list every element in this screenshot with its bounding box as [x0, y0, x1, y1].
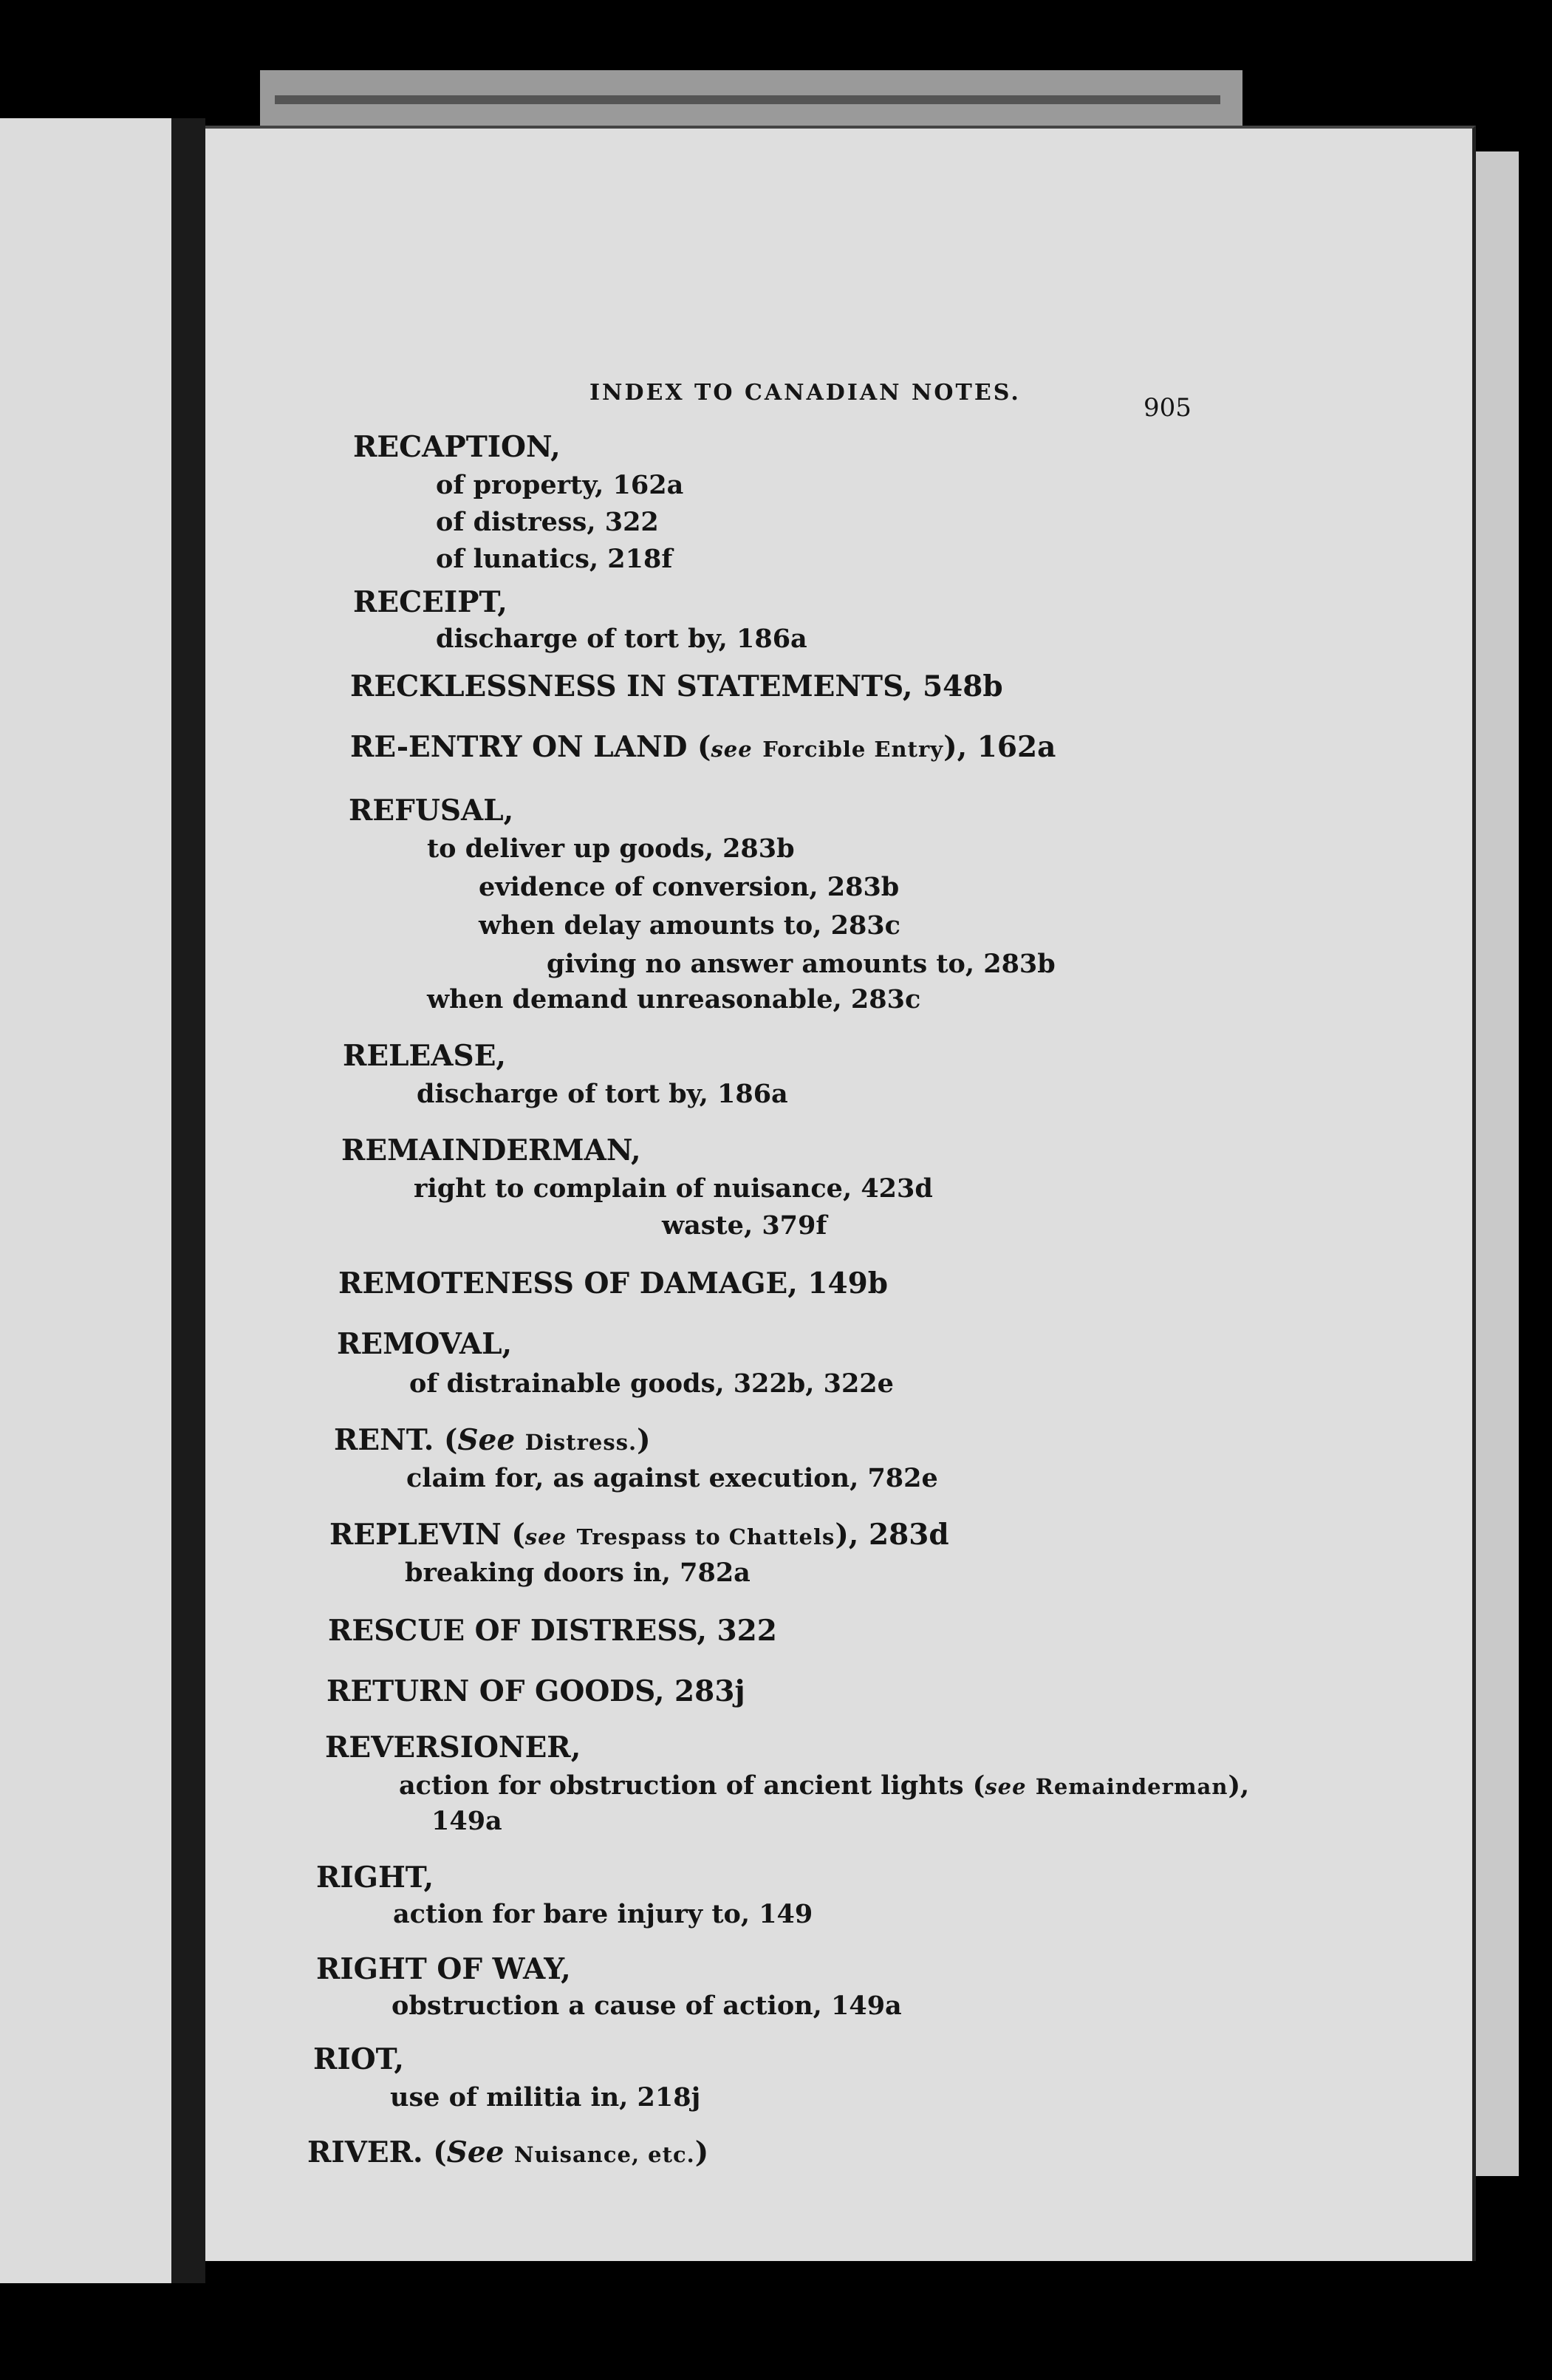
heading-text: REPLEVIN [329, 1518, 502, 1552]
entry-heading-recaption: RECAPTION, [353, 430, 561, 464]
see-word: see [524, 1524, 567, 1549]
entry-line: to deliver up goods, 283b [427, 833, 795, 864]
page-number: 905 [1144, 393, 1192, 423]
see-open: ( [972, 1770, 985, 1801]
entry-line: giving no answer amounts to, 283b [547, 949, 1056, 979]
entry-heading-release: RELEASE, [343, 1039, 507, 1073]
entry-line: 149a [431, 1806, 502, 1836]
entry-heading-refusal: REFUSAL, [349, 794, 514, 828]
see-word: see [985, 1774, 1027, 1799]
entry-line: evidence of conversion, 283b [479, 872, 900, 902]
cross-reference-tail: ), [1228, 1770, 1250, 1801]
entry-heading-reversioner: REVERSIONER, [325, 1731, 581, 1764]
entry-line: of distrainable goods, 322b, 322e [409, 1368, 894, 1399]
see-open: ( [697, 730, 711, 764]
entry-line: when delay amounts to, 283c [479, 910, 900, 941]
entry-heading-recklessness: RECKLESSNESS IN STATEMENTS, 548b [350, 669, 1003, 703]
entry-heading-rent [334, 1423, 651, 1457]
entry-heading-remainderman: REMAINDERMAN, [341, 1133, 641, 1167]
running-header: INDEX TO CANADIAN NOTES. [589, 380, 1021, 406]
entry-heading-remoteness: REMOTENESS OF DAMAGE, 149b [338, 1266, 889, 1300]
cross-reference-tail: ), 162a [943, 730, 1056, 764]
entry-heading-removal: REMOVAL, [337, 1327, 513, 1361]
cross-reference: Trespass to Chattels [576, 1524, 835, 1549]
entry-line: of distress, 322 [436, 507, 659, 537]
entry-line [399, 1770, 1249, 1801]
entry-heading-receipt: RECEIPT, [353, 585, 507, 619]
cross-reference: Distress. [524, 1430, 637, 1455]
cross-reference-tail: ), 283d [835, 1518, 949, 1552]
entry-line: when demand unreasonable, 283c [427, 984, 921, 1015]
entry-line: waste, 379f [662, 1210, 827, 1241]
entry-line: use of militia in, 218j [390, 2082, 701, 2113]
entry-heading-re-entry [350, 730, 1056, 764]
cross-reference: Nuisance, etc. [514, 2142, 695, 2167]
entry-heading-river [307, 2135, 708, 2169]
heading-text: RE-ENTRY ON LAND [350, 730, 688, 764]
heading-text: RENT. [334, 1423, 434, 1457]
see-open: ( [433, 2135, 447, 2169]
entry-line: of property, 162a [436, 470, 684, 500]
entry-line: discharge of tort by, 186a [436, 624, 807, 654]
entry-line: discharge of tort by, 186a [417, 1079, 788, 1109]
entry-heading-replevin [329, 1518, 949, 1552]
entry-line: action for bare injury to, 149 [393, 1899, 813, 1929]
scan-artifact-line [275, 95, 1220, 104]
see-word: See [446, 2135, 505, 2169]
heading-text: RIVER. [307, 2135, 423, 2169]
see-word: See [457, 1423, 516, 1457]
cross-reference: Remainderman [1035, 1774, 1228, 1799]
entry-line: breaking doors in, 782a [405, 1558, 751, 1588]
see-word: see [711, 737, 753, 762]
entry-line: obstruction a cause of action, 149a [392, 1991, 902, 2021]
facing-page-edge [0, 118, 171, 2283]
see-open: ( [443, 1423, 458, 1457]
entry-line-text: action for obstruction of ancient lights [399, 1770, 964, 1801]
entry-heading-rescue: RESCUE OF DISTRESS, 322 [328, 1614, 777, 1648]
entry-heading-right: RIGHT, [316, 1861, 434, 1895]
entry-heading-right-of-way: RIGHT OF WAY, [316, 1952, 571, 1986]
book-spine [171, 118, 205, 2283]
cross-reference: Forcible Entry [762, 737, 944, 762]
cross-reference-tail: ) [637, 1423, 651, 1457]
cross-reference-tail: ) [694, 2135, 709, 2169]
entry-line: of lunatics, 218f [436, 544, 673, 574]
entry-heading-riot: RIOT, [313, 2042, 404, 2076]
index-page [205, 126, 1476, 2261]
see-open: ( [511, 1518, 525, 1552]
entry-line: claim for, as against execution, 782e [406, 1463, 938, 1493]
entry-heading-return: RETURN OF GOODS, 283j [327, 1674, 745, 1708]
entry-line: right to complain of nuisance, 423d [414, 1173, 933, 1204]
